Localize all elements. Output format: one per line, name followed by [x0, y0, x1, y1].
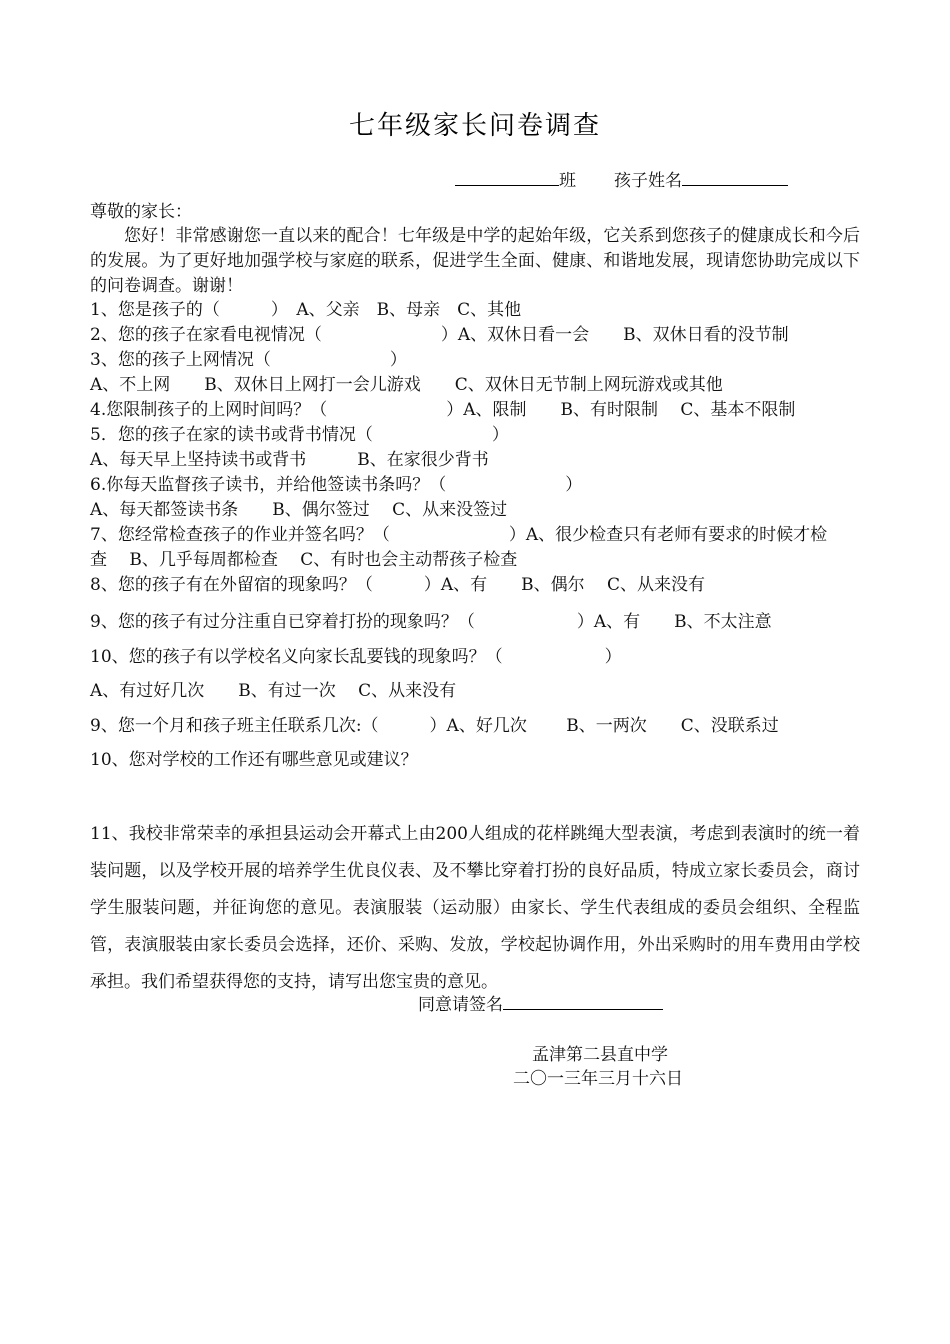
question-line: 查 B、几乎每周都检查 C、有时也会主动帮孩子检查	[90, 550, 518, 570]
question-line: 6.你每天监督孩子读书，并给他签读书条吗？（ ）	[90, 475, 583, 495]
school-name: 孟津第二县直中学	[532, 1045, 668, 1065]
intro-paragraph: 您好！非常感谢您一直以来的配合！七年级是中学的起始年级，它关系到您孩子的健康成长和今后的发展。为了更好地加强学校与家庭的联系，促进学生全面、健康、和谐地发展，现请您协助完成以下的问卷调查。谢谢！	[90, 226, 860, 296]
question-line: 10、您对学校的工作还有哪些意见或建议？	[90, 750, 418, 770]
question-line: 5．您的孩子在家的读书或背书情况（ ）	[90, 425, 509, 445]
question-line: 7、您经常检查孩子的作业并签名吗？（ ）A、很少检查只有老师有要求的时候才检	[90, 525, 828, 545]
question-line: 9、您一个月和孩子班主任联系几次:（ ）A、好几次 B、一两次 C、没联系过	[90, 716, 779, 736]
question-line: 1、您是孩子的（ ） A、父亲 B、母亲 C、其他	[90, 300, 522, 320]
child-name-blank[interactable]	[682, 168, 788, 186]
question-line: 10、您的孩子有以学校名义向家长乱要钱的现象吗？（ ）	[90, 647, 622, 667]
question-line: A、有过好几次 B、有过一次 C、从来没有	[90, 681, 457, 701]
question-line: 3、您的孩子上网情况（ ）	[90, 350, 407, 370]
signature-blank[interactable]	[503, 992, 663, 1010]
document-date: 二〇一三年三月十六日	[513, 1069, 683, 1089]
signature-label: 同意请签名	[418, 995, 503, 1015]
question-line: A、每天早上坚持读书或背书 B、在家很少背书	[90, 450, 489, 470]
class-name-header	[455, 168, 788, 192]
child-name-label: 孩子姓名	[614, 171, 682, 191]
question-line: 8、您的孩子有在外留宿的现象吗？（ ）A、有 B、偶尔 C、从来没有	[90, 575, 705, 595]
class-blank[interactable]	[455, 168, 559, 186]
question-line: A、每天都签读书条 B、偶尔签过 C、从来没签过	[90, 500, 508, 520]
question-line: 9、您的孩子有过分注重自已穿着打扮的现象吗？（ ）A、有 B、不太注意	[90, 612, 772, 632]
question-line: 4.您限制孩子的上网时间吗？（ ）A、限制 B、有时限制 C、基本不限制	[90, 400, 796, 420]
signature-line	[418, 990, 663, 1015]
salutation: 尊敬的家长：	[90, 202, 192, 222]
page-title: 七年级家长问卷调查	[348, 111, 601, 141]
question-line: 2、您的孩子在家看电视情况（ ）A、双休日看一会 B、双休日看的没节制	[90, 325, 789, 345]
question-line: A、不上网 B、双休日上网打一会儿游戏 C、双休日无节制上网玩游戏或其他	[90, 375, 723, 395]
class-label: 班	[559, 171, 576, 191]
question-11-paragraph: 11、我校非常荣幸的承担县运动会开幕式上由200人组成的花样跳绳大型表演，考虑到表演时的统一着装问题，以及学校开展的培养学生优良仪表、及不攀比穿着打扮的良好品质，特成立家长委员会，商讨学生服装问题，并征询您的意见。表演服装（运动服）由家长、学生代表组成的委员会组织、全程监管，表演服装由家长委员会选择，还价、采购、发放，学校起协调作用，外出采购时的用车费用由学校承担。我们希望获得您的支持，请写出您宝贵的意见。	[90, 824, 860, 992]
